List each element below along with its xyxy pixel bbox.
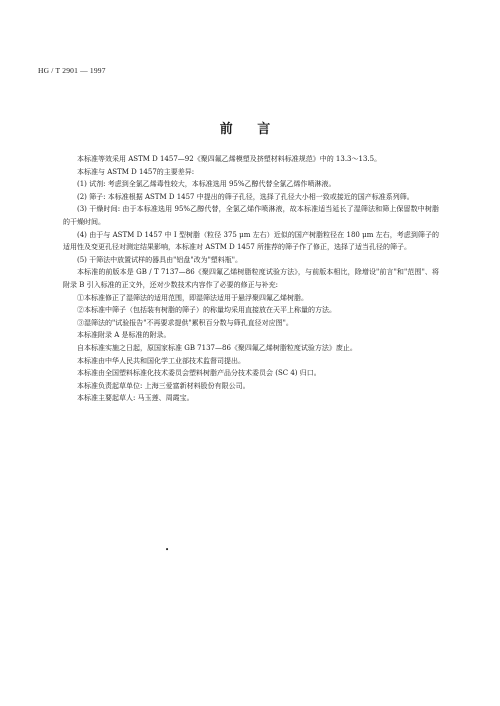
paragraph-dry-sieve: (5) 干筛法中放置试样的器具由"铝盘"改为"塑料瓶"。 xyxy=(77,255,243,264)
paragraph-sieve: (2) 筛子: 本标准根据 ASTM D 1457 中提出的筛子孔径，选择了孔径大小相一致或接近的国产标准系列筛。 xyxy=(77,192,414,201)
standard-number: HG / T 2901 — 1997 xyxy=(38,66,106,75)
paragraph-adoption: 本标准等效采用 ASTM D 1457—92《聚四氟乙烯模塑及挤塑材料标准规范》中的 13.3～13.5。 xyxy=(77,155,382,163)
list-item: ①本标准修正了湿筛法的适用范围，即湿筛法适用于悬浮聚四氟乙烯树脂。 xyxy=(77,293,308,302)
paragraph-previous-version: 本标准的前版本是 GB / T 7137—86《聚四氟乙烯树脂粒度试验方法》，与前版本相比，除增设"前言"和"范围"、将附录 B 引入标准的正文外，还对少数技术内容作了必要的修正与补充: xyxy=(63,268,439,289)
paragraph-appendix: 本标准附录 A 是标准的附录。 xyxy=(77,331,171,340)
stray-mark: • xyxy=(165,546,170,554)
page-title: 前 言 xyxy=(219,122,281,137)
paragraph-supersedes: 自本标准实施之日起，原国家标准 GB 7137—86《聚四氟乙烯树脂粒度试验方法》废止。 xyxy=(77,343,357,352)
paragraph-proposed-by: 本标准由中华人民共和国化学工业部技术监督司提出。 xyxy=(77,356,245,365)
list-item: ②本标准中筛子（包括装有树脂的筛子）的称量均采用直接放在天平上称量的方法。 xyxy=(77,306,336,315)
list-item: ③湿筛法的"试验报告"不再要求提供"累积百分数与筛孔直径对应图"。 xyxy=(77,318,293,327)
foreword-body xyxy=(63,153,439,405)
paragraph-differences-intro: 本标准与 ASTM D 1457的主要差异: xyxy=(77,167,195,176)
paragraph-reagent: (1) 试剂: 考虑到全氯乙烯毒性较大，本标准选用 95%乙醇代替全氯乙烯作喷淋液。 xyxy=(77,180,336,189)
paragraph-centralized-by: 本标准由全国塑料标准化技术委员会塑料树脂产品分技术委员会 (SC 4) 归口。 xyxy=(77,369,321,378)
paragraph-drafters: 本标准主要起草人: 马玉莲、周霞宝。 xyxy=(77,394,194,403)
paragraph-particle-size: (4) 由于与 ASTM D 1457 中 Ⅰ 型树脂（粒径 375 μm 左右）近似的国产树脂粒径在 180 μm 左右，考虑到筛子的适用性及变更孔径对测定结果影响，本标准对 ASTM D 1457 所推荐的筛子作了修正，选择了适当孔径的筛子。 xyxy=(63,230,439,252)
paragraph-drafting-unit: 本标准负责起草单位: 上海三爱富新材料股份有限公司。 xyxy=(77,381,250,390)
paragraph-drying-time: (3) 干燥时间: 由于本标准选用 95%乙醇代替，全氯乙烯作喷淋液，故本标准适当延长了湿筛法和筛上保留数中树脂的干燥时间。 xyxy=(63,205,439,226)
